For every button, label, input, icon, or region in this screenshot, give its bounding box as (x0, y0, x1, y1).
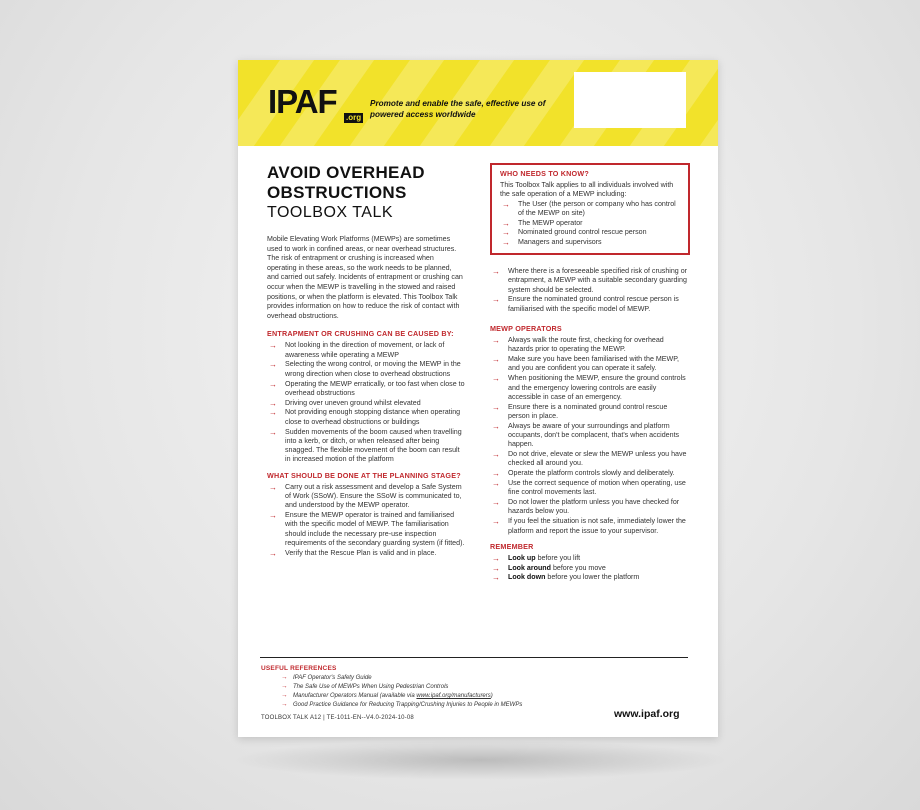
arrow-icon: → (492, 267, 500, 277)
right-column (490, 163, 690, 589)
list-item: → Operating the MEWP erratically, or too fast when close to overhead obstructions (269, 379, 465, 397)
list-item: → Nominated ground control rescue person (502, 228, 647, 238)
list-item: → The MEWP operator (502, 218, 583, 228)
arrow-icon: → (281, 674, 288, 681)
list-item: → When positioning the MEWP, ensure the ground controls and the emergency lowering controls are easily accessible in case of an emergency. (492, 374, 686, 401)
arrow-icon: → (502, 238, 510, 248)
arrow-icon: → (492, 573, 500, 583)
list-item: → IPAF Operator's Safety Guide (281, 674, 372, 681)
entrapment-list (267, 341, 465, 464)
arrow-icon: → (269, 398, 277, 408)
left-column (267, 163, 465, 564)
arrow-icon: → (281, 700, 288, 708)
document-code: TOOLBOX TALK A12 | TE-1011-EN--V4.0-2024-10-08 (261, 715, 414, 721)
planning-continued-list (490, 267, 690, 314)
arrow-icon: → (269, 511, 277, 521)
who-needs-to-know-box (490, 163, 690, 255)
arrow-icon: → (502, 199, 510, 209)
title-line-1: AVOID OVERHEAD (267, 163, 425, 182)
list-item: → Operate the platform controls slowly and deliberately. (492, 469, 675, 479)
arrow-icon: → (502, 218, 510, 228)
arrow-icon: → (492, 450, 500, 460)
title-line-2: OBSTRUCTIONS (267, 183, 407, 202)
arrow-icon: → (269, 341, 277, 351)
arrow-icon: → (492, 374, 500, 384)
list-item: → Ensure the MEWP operator is trained and familiarised with the specific model of MEWP. The familiarisation should include the necessary pre-use inspection requirements of the secondary guarding system (if fitted). (269, 511, 465, 547)
manufacturers-link[interactable]: www.ipaf.org/manufacturers (416, 692, 491, 699)
arrow-icon: → (492, 336, 500, 346)
website-link[interactable]: www.ipaf.org (614, 708, 680, 720)
list-item: → Look up before you lift (492, 553, 581, 563)
list-item: → Use the correct sequence of motion when operating, use fine control movements last. (492, 479, 686, 497)
arrow-icon: → (269, 427, 277, 437)
list-item: → The Safe Use of MEWPs When Using Pedestrian Controls (281, 682, 449, 690)
logo-text: IPAF (268, 83, 337, 120)
arrow-icon: → (269, 379, 277, 389)
list-item: → Always be aware of your surroundings and platform occupants, don't be complacent, that's when accidents happen. (492, 421, 680, 449)
who-heading: WHO NEEDS TO KNOW? (500, 169, 589, 178)
who-intro: This Toolbox Talk applies to all individuals involved with the safe operation of a MEWP including: (500, 181, 674, 199)
remember-list (490, 554, 690, 583)
title-line-3: TOOLBOX TALK (267, 204, 394, 221)
arrow-icon: → (269, 408, 277, 418)
arrow-icon: → (492, 498, 500, 508)
planning-heading: WHAT SHOULD BE DONE AT THE PLANNING STAGE? (267, 470, 461, 480)
list-item: → Manufacturer Operators Manual (available via www.ipaf.org/manufacturers) (281, 691, 493, 699)
arrow-icon: → (281, 691, 288, 699)
operators-list (490, 336, 690, 536)
entrapment-heading: ENTRAPMENT OR CRUSHING CAN BE CAUSED BY: (267, 329, 454, 339)
header-band (238, 60, 718, 146)
list-item: → The User (the person or company who has control of the MEWP on site) (502, 199, 676, 217)
list-item: → Carry out a risk assessment and develop a Safe System of Work (SSoW). Ensure the SSoW is communicated to, and understood by the MEWP operator. (269, 482, 462, 510)
arrow-icon: → (269, 482, 277, 492)
arrow-icon: → (269, 548, 277, 558)
arrow-icon: → (492, 421, 500, 431)
list-item: → Look down before you lower the platform (492, 573, 640, 583)
list-item: → Ensure the nominated ground control rescue person is familiarised with the specific model of MEWP. (492, 295, 679, 313)
arrow-icon: → (281, 682, 288, 690)
arrow-icon: → (492, 295, 500, 305)
arrow-icon: → (492, 469, 500, 479)
list-item: → Make sure you have been familiarised with the MEWP, and you are confident you can operate it safely. (492, 355, 679, 373)
tagline: Promote and enable the safe, effective use of powered access worldwide (370, 99, 546, 119)
arrow-icon: → (492, 553, 500, 563)
list-item: → Always walk the route first, checking for overhead hazards prior to operating the MEWP. (492, 336, 664, 354)
arrow-icon: → (492, 479, 500, 489)
arrow-icon: → (492, 563, 500, 573)
list-item: → Driving over uneven ground whilst elevated (269, 398, 421, 408)
list-item: → Sudden movements of the boom caused when travelling into a kerb, or ditch, or when released after being snagged. The flexible movement of the boom can result in increased motion of the platform (269, 427, 462, 464)
arrow-icon: → (492, 402, 500, 412)
arrow-icon: → (502, 228, 510, 238)
arrow-icon: → (269, 360, 277, 370)
list-item: → Look around before you move (492, 563, 606, 573)
list-item: → Where there is a foreseeable specified risk of crushing or entrapment, a MEWP with a suitable secondary guarding system should be selected. (492, 267, 688, 294)
arrow-icon: → (492, 355, 500, 365)
intro-paragraph: Mobile Elevating Work Platforms (MEWPs) are sometimes used to work in confined areas, or near overhead structures. The risk of entrapment or crushing is increased when operating in these areas, so the work needs to be planned, and carried out safely. Incidents of entrapment or crushing can occur when the MEWP is travelling in the stowed and raised positions, or when the platform is elevated. This Toolbox Talk provides information on how to reduce the risk of contact with overhead obstructions. (267, 235, 463, 320)
who-list (500, 200, 682, 248)
footer-divider (260, 657, 688, 658)
blank-label-box (574, 72, 686, 128)
arrow-icon: → (492, 517, 500, 527)
list-item: → Managers and supervisors (502, 238, 602, 248)
references-list (261, 674, 681, 709)
list-item: → Good Practice Guidance for Reducing Trapping/Crushing Injuries to People in MEWPs (281, 700, 523, 708)
list-item: → Do not drive, elevate or slew the MEWP unless you have checked all around you. (492, 450, 687, 468)
list-item: → Selecting the wrong control, or moving the MEWP in the wrong direction when close to overhead obstructions (269, 360, 461, 378)
planning-list (267, 483, 465, 558)
references-heading: USEFUL REFERENCES (261, 665, 337, 672)
remember-heading: REMEMBER (490, 541, 534, 551)
list-item: → Verify that the Rescue Plan is valid and in place. (269, 548, 437, 558)
document-page (238, 60, 718, 737)
list-item: → If you feel the situation is not safe, immediately lower the platform and report the issue to your supervisor. (492, 517, 686, 535)
list-item: → Do not lower the platform unless you have checked for hazards below you. (492, 498, 680, 516)
ipaf-logo (268, 83, 362, 122)
list-item: → Ensure there is a nominated ground control rescue person in place. (492, 402, 668, 420)
list-item: → Not looking in the direction of movement, or lack of awareness while operating a MEWP (269, 341, 445, 359)
operators-heading: MEWP OPERATORS (490, 324, 562, 334)
logo-org-suffix: .org (346, 113, 362, 122)
page-shadow (230, 740, 730, 780)
list-item: → Not providing enough stopping distance when operating close to overhead obstructions or buildings (269, 408, 461, 426)
